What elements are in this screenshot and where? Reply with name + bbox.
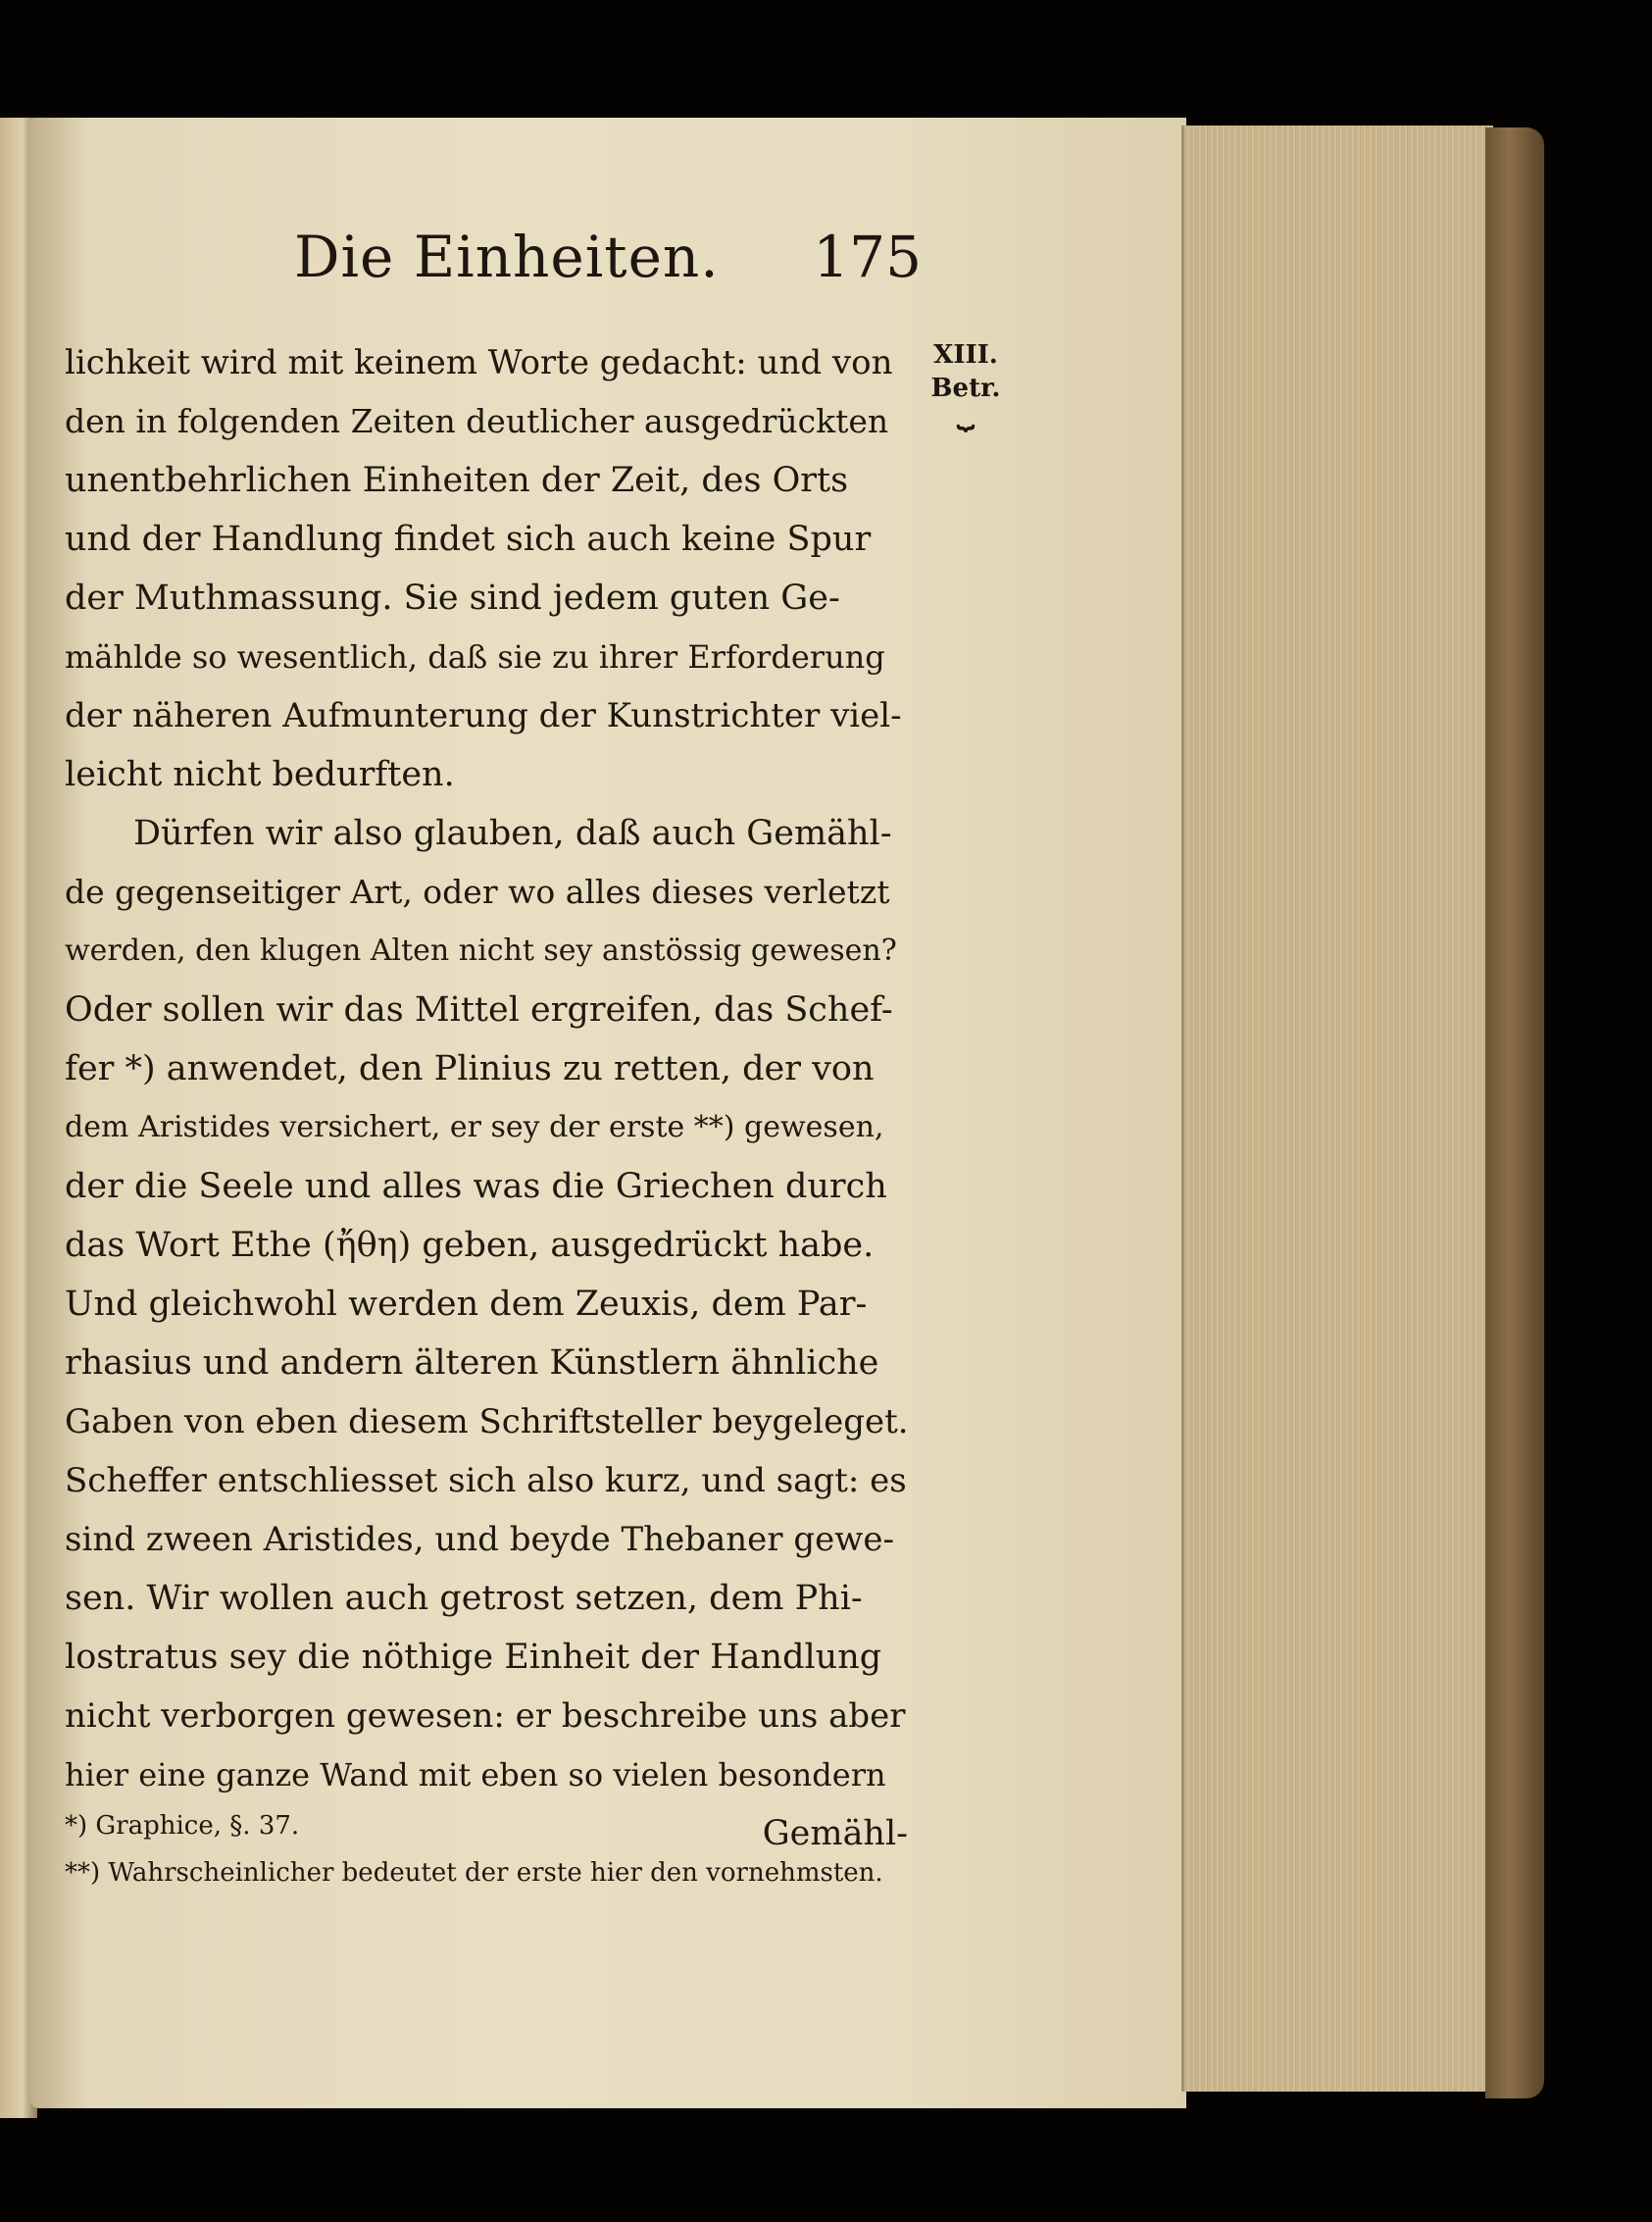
- text-line: der die Seele und alles was die Griechen durch: [65, 1167, 887, 1206]
- text-line: der Muthmassung. Sie sind jedem guten Ge-: [65, 579, 840, 618]
- page-stack-edges: [1181, 126, 1493, 2092]
- marginal-note-label: Betr.: [930, 374, 1001, 403]
- text-line: lichkeit wird mit keinem Worte gedacht: und von: [65, 343, 893, 382]
- marginal-note-section: XIII.: [933, 340, 998, 370]
- text-line: das Wort Ethe (ἤθη) geben, ausgedrückt habe.: [65, 1226, 875, 1265]
- footnote: **) Wahrscheinlicher bedeutet der erste hier den vornehmsten.: [65, 1858, 883, 1888]
- text-line: Gaben von eben diesem Schriftsteller beygeleget.: [65, 1402, 909, 1441]
- text-line: de gegenseitiger Art, oder wo alles dieses verletzt: [65, 873, 890, 911]
- text-line: unentbehrlichen Einheiten der Zeit, des Orts: [65, 461, 849, 500]
- body-text: [65, 333, 908, 1863]
- footnotes: [65, 1802, 908, 1896]
- text-line: Scheffer entschliesset sich also kurz, und sagt: es: [65, 1461, 907, 1500]
- text-line: mählde so wesentlich, daß sie zu ihrer Erforderung: [65, 638, 885, 676]
- text-line: sind zween Aristides, und beyde Thebaner gewe-: [65, 1520, 894, 1559]
- running-title: Die Einheiten.: [294, 224, 720, 290]
- text-line: werden, den klugen Alten nicht sey anstössig gewesen?: [65, 934, 897, 968]
- text-line: den in folgenden Zeiten deutlicher ausgedrückten: [65, 402, 889, 440]
- text-line: Oder sollen wir das Mittel ergreifen, das Schef-: [65, 990, 893, 1030]
- text-line: rhasius und andern älteren Künstlern ähnliche: [65, 1343, 879, 1383]
- marginal-note: [917, 338, 1015, 430]
- text-line: leicht nicht bedurften.: [65, 755, 455, 794]
- brace-mark: ⏟: [957, 396, 975, 430]
- text-line: nicht verborgen gewesen: er beschreibe uns aber: [65, 1696, 906, 1736]
- text-line: hier eine ganze Wand mit eben so vielen besondern: [65, 1756, 886, 1793]
- text-line: und der Handlung findet sich auch keine Spur: [65, 520, 872, 559]
- text-line: Gemähl-: [762, 1814, 908, 1853]
- text-line: Dürfen wir also glauben, daß auch Gemähl-: [133, 814, 892, 853]
- text-line: Und gleichwohl werden dem Zeuxis, dem Par-: [65, 1285, 868, 1324]
- page-number: 175: [813, 224, 922, 290]
- text-line: dem Aristides versichert, er sey der erste **) gewesen,: [65, 1110, 884, 1144]
- text-line: lostratus sey die nöthige Einheit der Handlung: [65, 1638, 882, 1677]
- text-line: der näheren Aufmunterung der Kunstrichter viel-: [65, 696, 902, 735]
- text-line: sen. Wir wollen auch getrost setzen, dem Phi-: [65, 1579, 863, 1618]
- book-cover-edge: [1485, 127, 1544, 2098]
- footnote: *) Graphice, §. 37.: [65, 1811, 300, 1841]
- page-header: [294, 224, 922, 312]
- text-line: fer *) anwendet, den Plinius zu retten, der von: [65, 1049, 875, 1088]
